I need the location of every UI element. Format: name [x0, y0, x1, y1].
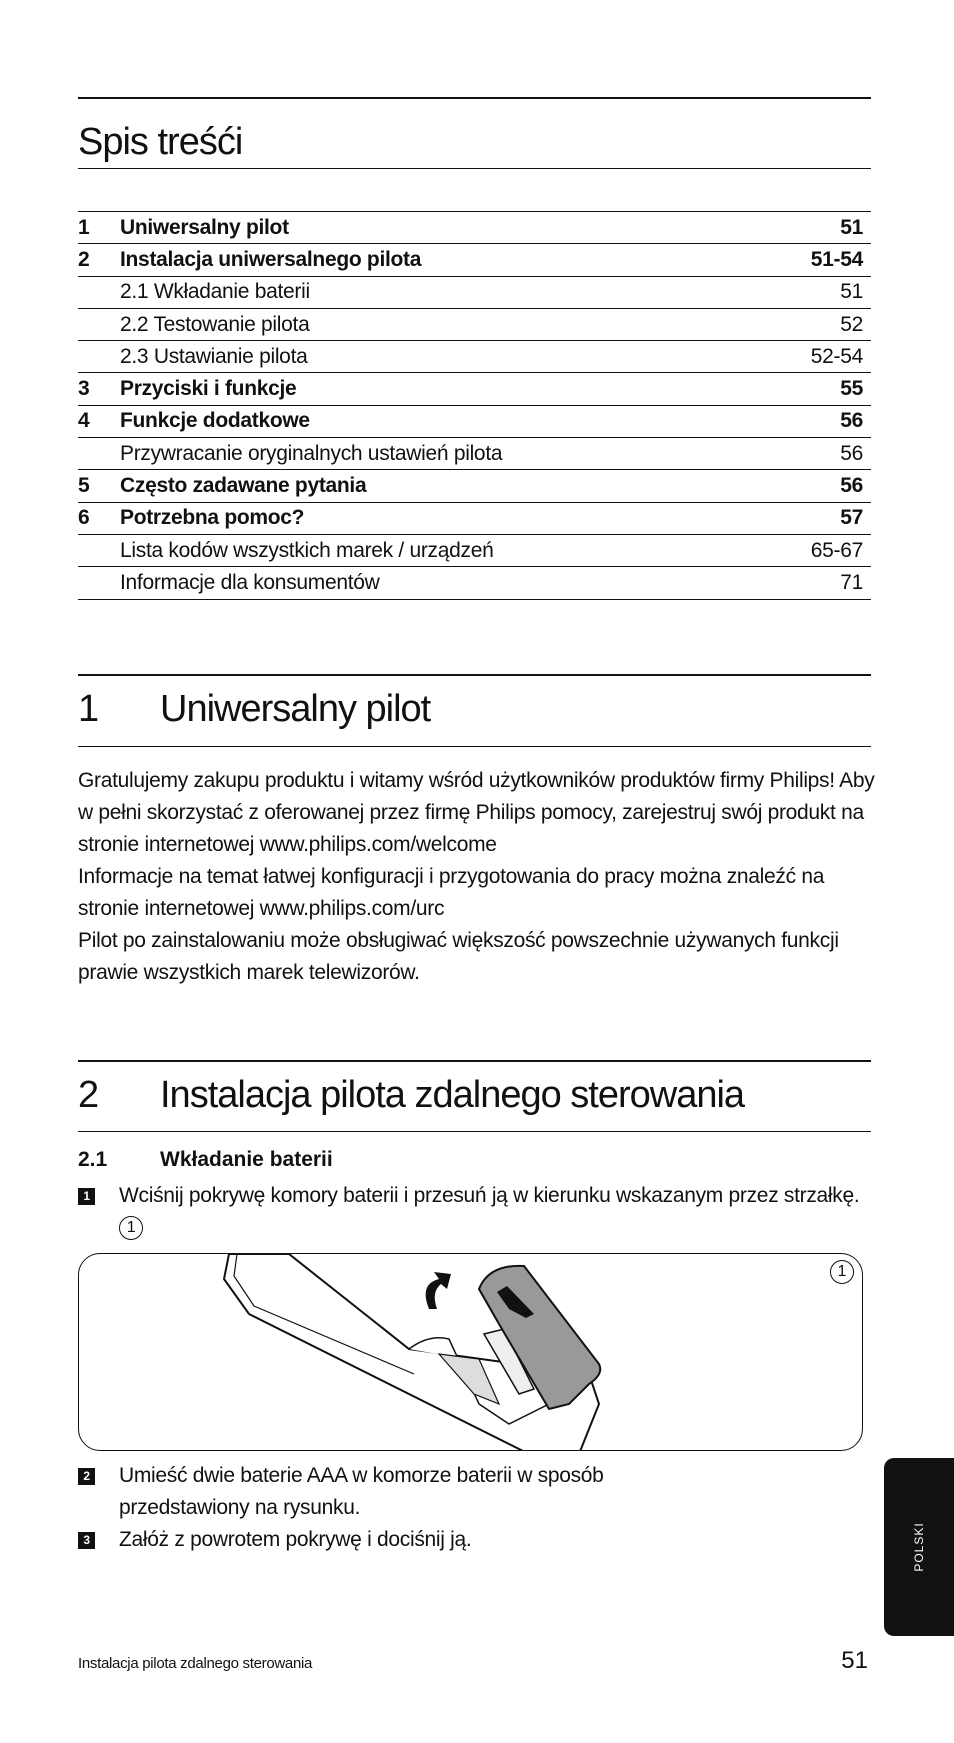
paragraph: Gratulujemy zakupu produktu i witamy wśród użytkowników produktów firmy Philips! Aby w pełni skorzystać z oferowanej przez firmę Philips pomocy, zarejestruj swój produkt na stronie internetowej www.philips.com/welcome	[78, 769, 875, 856]
rule	[78, 1131, 871, 1132]
toc-label: Uniwersalny pilot	[120, 212, 769, 244]
toc-label: Lista kodów wszystkich marek / urządzeń	[120, 534, 769, 566]
paragraph: Informacje na temat łatwej konfiguracji i przygotowania do pracy można znaleźć na stronie internetowej www.philips.com/urc	[78, 865, 825, 920]
toc-label: Funkcje dodatkowe	[120, 405, 769, 437]
toc-row[interactable]	[78, 212, 871, 244]
step-2: 2 Umieść dwie baterie AAA w komorze baterii w sposób przedstawiony na rysunku.	[78, 1460, 878, 1524]
toc-page: 65-67	[769, 534, 871, 566]
toc-row[interactable]	[78, 567, 871, 599]
toc-num: 3	[78, 373, 120, 405]
toc-num	[78, 534, 120, 566]
toc-num	[78, 567, 120, 599]
figure-ref-circle: 1	[119, 1216, 143, 1240]
toc-label: 2.1 Wkładanie baterii	[120, 276, 769, 308]
toc-page: 57	[769, 502, 871, 534]
subsection-heading: 2.1 Wkładanie baterii	[78, 1148, 333, 1171]
toc-row[interactable]	[78, 244, 871, 276]
toc-row[interactable]	[78, 341, 871, 373]
toc-page: 56	[769, 405, 871, 437]
step-number: 2	[78, 1468, 95, 1485]
toc-page: 51	[769, 276, 871, 308]
section-rule	[78, 674, 871, 676]
paragraph: Pilot po zainstalowaniu może obsługiwać większość powszechnie używanych funkcji prawie wszystkich marek telewizorów.	[78, 929, 839, 984]
toc-num	[78, 308, 120, 340]
section-1-body	[78, 765, 878, 989]
toc-row[interactable]	[78, 373, 871, 405]
toc-num: 4	[78, 405, 120, 437]
toc-label: Przyciski i funkcje	[120, 373, 769, 405]
toc-num: 5	[78, 470, 120, 502]
toc-page: 52	[769, 308, 871, 340]
toc-num: 1	[78, 212, 120, 244]
toc-row[interactable]	[78, 534, 871, 566]
step-1: 1 Wciśnij pokrywę komory baterii i przesuń ją w kierunku wskazanym przez strzałkę. 1	[78, 1180, 878, 1244]
page-number: 51	[841, 1647, 868, 1674]
rule	[78, 168, 871, 169]
section-1-heading: 1 Uniwersalny pilot	[78, 688, 431, 730]
section-rule	[78, 1060, 871, 1062]
toc-num	[78, 438, 120, 470]
toc-page: 56	[769, 438, 871, 470]
figure-label: 1	[830, 1260, 854, 1284]
section-2-heading: 2 Instalacja pilota zdalnego sterowania	[78, 1074, 745, 1116]
toc-num	[78, 341, 120, 373]
toc-label: 2.2 Testowanie pilota	[120, 308, 769, 340]
toc-label: Instalacja uniwersalnego pilota	[120, 244, 769, 276]
toc-page: 71	[769, 567, 871, 599]
toc-label: Często zadawane pytania	[120, 470, 769, 502]
step-number: 3	[78, 1532, 95, 1549]
toc-row[interactable]	[78, 276, 871, 308]
rule	[78, 746, 871, 747]
step-number: 1	[78, 1188, 95, 1205]
toc-page: 51-54	[769, 244, 871, 276]
toc-label: Informacje dla konsumentów	[120, 567, 769, 599]
language-tab: POLSKI	[884, 1458, 954, 1636]
battery-illustration	[78, 1253, 863, 1451]
toc-row[interactable]	[78, 438, 871, 470]
toc-title: Spis treśći	[78, 121, 243, 163]
toc-label: Potrzebna pomoc?	[120, 502, 769, 534]
toc-table	[78, 211, 871, 600]
toc-row[interactable]	[78, 308, 871, 340]
toc-num: 6	[78, 502, 120, 534]
toc-page: 51	[769, 212, 871, 244]
toc-label: Przywracanie oryginalnych ustawień pilota	[120, 438, 769, 470]
toc-page: 52-54	[769, 341, 871, 373]
toc-page: 55	[769, 373, 871, 405]
footer-section: Instalacja pilota zdalnego sterowania	[78, 1655, 313, 1672]
step-3: 3 Załóż z powrotem pokrywę i dociśnij ją.	[78, 1524, 878, 1556]
toc-row[interactable]	[78, 502, 871, 534]
toc-row[interactable]	[78, 405, 871, 437]
toc-label: 2.3 Ustawianie pilota	[120, 341, 769, 373]
toc-num: 2	[78, 244, 120, 276]
toc-row[interactable]	[78, 470, 871, 502]
toc-page: 56	[769, 470, 871, 502]
top-rule	[78, 97, 871, 99]
toc-num	[78, 276, 120, 308]
